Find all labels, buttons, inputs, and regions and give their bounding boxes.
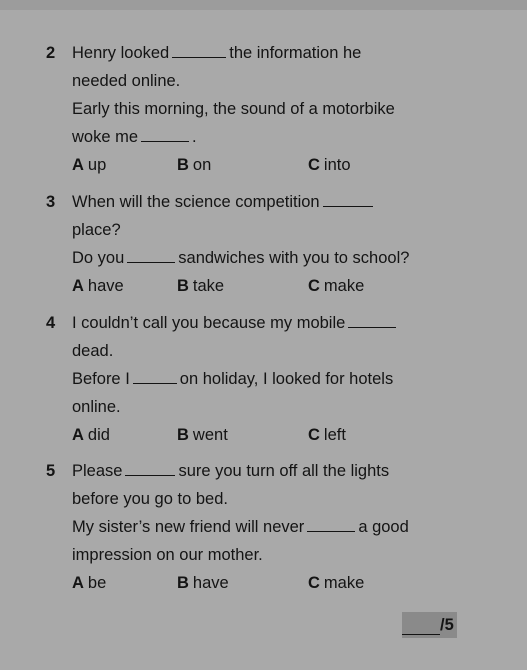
question-5-sentence-2-cont: impression on our mother. xyxy=(72,546,263,564)
option-c[interactable]: C into xyxy=(308,156,351,174)
answer-blank[interactable] xyxy=(172,43,226,58)
option-c[interactable]: C make xyxy=(308,574,365,592)
answer-blank[interactable] xyxy=(125,461,175,476)
option-b[interactable]: B take xyxy=(177,277,225,295)
option-b[interactable]: B went xyxy=(177,426,228,444)
option-b[interactable]: B on xyxy=(177,156,212,174)
question-3-sentence-2: Do you sandwiches with you to school? xyxy=(72,249,410,267)
score-blank[interactable] xyxy=(402,620,440,635)
question-2-sentence-2: Early this morning, the sound of a motorbike xyxy=(72,100,395,118)
question-2-sentence-1: Henry looked the information he xyxy=(72,44,362,62)
question-number: 5 xyxy=(46,462,56,480)
option-a[interactable]: A did xyxy=(72,426,110,444)
question-5-sentence-1-cont: before you go to bed. xyxy=(72,490,228,508)
question-3-sentence-1: When will the science competition xyxy=(72,192,376,212)
option-c[interactable]: C make xyxy=(308,277,365,295)
question-4-sentence-2-cont: online. xyxy=(72,398,121,416)
question-2-sentence-2-cont: woke me . xyxy=(72,128,197,146)
question-number: 3 xyxy=(46,193,56,211)
answer-blank[interactable] xyxy=(307,517,355,532)
top-band xyxy=(0,0,527,10)
answer-blank[interactable] xyxy=(323,192,373,207)
question-3-sentence-1-cont: place? xyxy=(72,221,121,239)
question-4-sentence-1: I couldn’t call you because my mobile xyxy=(72,313,399,333)
option-a[interactable]: A be xyxy=(72,574,107,592)
answer-blank[interactable] xyxy=(348,313,396,328)
question-number: 2 xyxy=(46,44,56,62)
answer-blank[interactable] xyxy=(141,127,189,142)
option-c[interactable]: C left xyxy=(308,426,346,444)
answer-blank[interactable] xyxy=(133,369,177,384)
option-a[interactable]: A have xyxy=(72,277,124,295)
score-total: /5 xyxy=(440,616,454,634)
question-4-sentence-1-cont: dead. xyxy=(72,342,114,360)
question-2-sentence-1-cont: needed online. xyxy=(72,72,181,90)
option-a[interactable]: A up xyxy=(72,156,107,174)
question-5-sentence-1: Please sure you turn off all the lights xyxy=(72,462,390,480)
answer-blank[interactable] xyxy=(127,248,175,263)
question-number: 4 xyxy=(46,314,56,332)
question-5-sentence-2: My sister’s new friend will never a good xyxy=(72,518,409,536)
option-b[interactable]: B have xyxy=(177,574,229,592)
question-4-sentence-2: Before I on holiday, I looked for hotels xyxy=(72,370,394,388)
